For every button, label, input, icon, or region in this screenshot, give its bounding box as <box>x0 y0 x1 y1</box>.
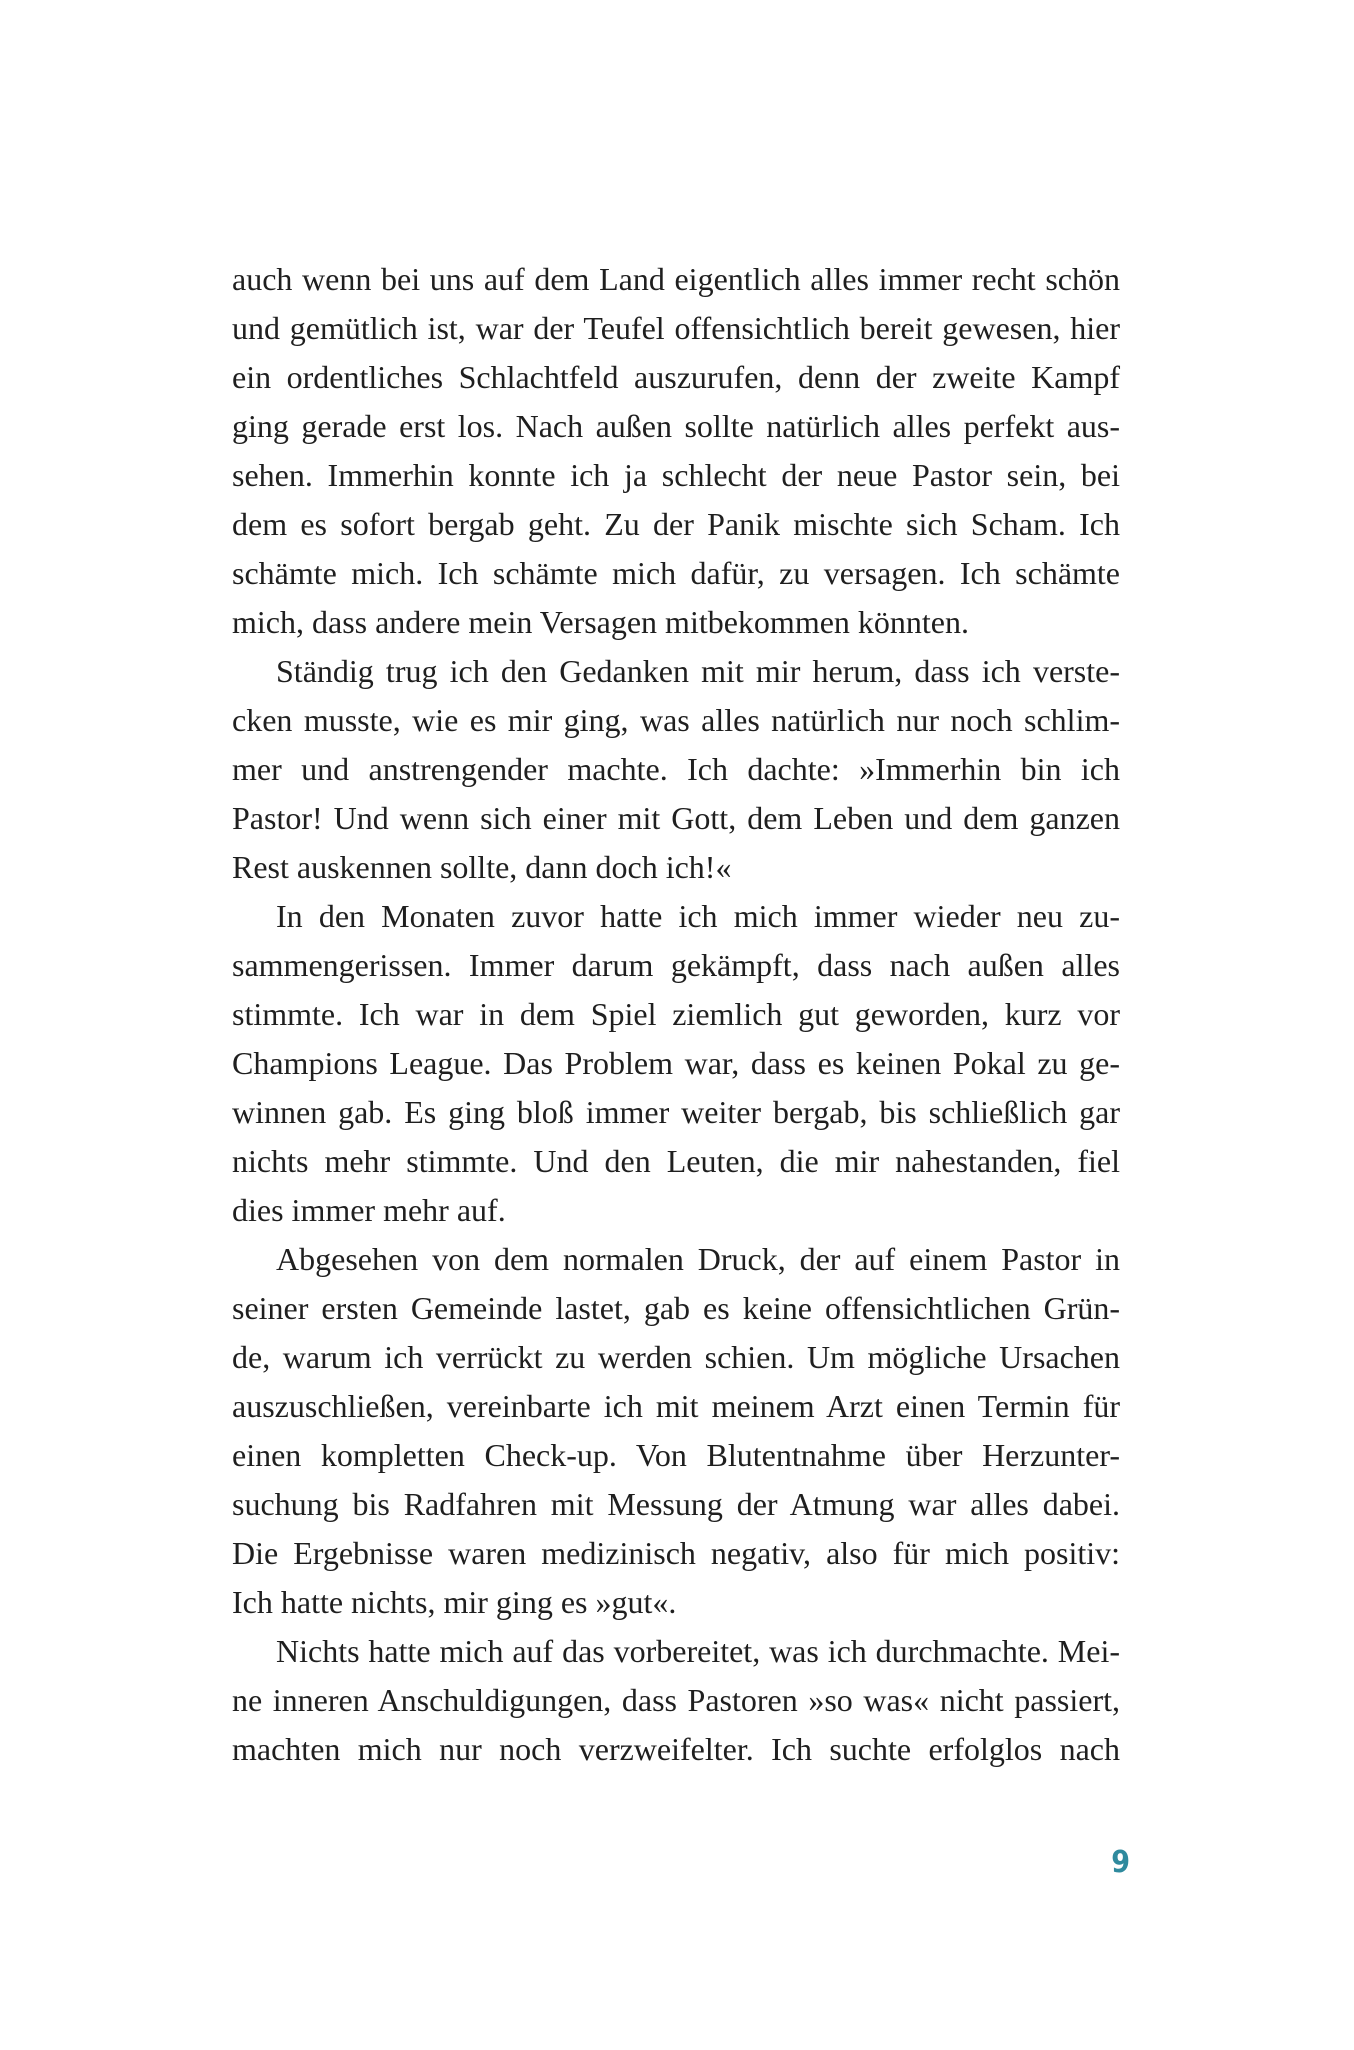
text-line: sehen. Immerhin konnte ich ja schlecht der neue Pastor sein, bei <box>232 457 1120 493</box>
text-line: sammengerissen. Immer darum gekämpft, dass nach außen alles <box>232 947 1120 983</box>
text-line: Champions League. Das Problem war, dass es keinen Pokal zu ge- <box>232 1045 1120 1081</box>
text-line: de, warum ich verrückt zu werden schien. Um mögliche Ursachen <box>232 1339 1120 1375</box>
text-line: In den Monaten zuvor hatte ich mich immer wieder neu zu- <box>276 898 1120 934</box>
text-line: ging gerade erst los. Nach außen sollte natürlich alles perfekt aus- <box>232 408 1120 444</box>
text-line: mich, dass andere mein Versagen mitbekommen könnten. <box>232 604 969 640</box>
text-line: Pastor! Und wenn sich einer mit Gott, dem Leben und dem ganzen <box>232 800 1120 836</box>
text-line: suchung bis Radfahren mit Messung der Atmung war alles dabei. <box>232 1486 1120 1522</box>
text-line: ein ordentliches Schlachtfeld auszurufen, denn der zweite Kampf <box>232 359 1120 395</box>
text-line: schämte mich. Ich schämte mich dafür, zu versagen. Ich schämte <box>232 555 1120 591</box>
text-line: ne inneren Anschuldigungen, dass Pastoren »so was« nicht passiert, <box>232 1682 1120 1718</box>
text-line: auch wenn bei uns auf dem Land eigentlich alles immer recht schön <box>232 261 1120 297</box>
paragraph <box>232 255 1120 647</box>
text-line: und gemütlich ist, war der Teufel offensichtlich bereit gewesen, hier <box>232 310 1120 346</box>
text-line: mer und anstrengender machte. Ich dachte: »Immerhin bin ich <box>232 751 1120 787</box>
text-line: dies immer mehr auf. <box>232 1192 506 1228</box>
text-line: Abgesehen von dem normalen Druck, der auf einem Pastor in <box>276 1241 1120 1277</box>
text-line: Ich hatte nichts, mir ging es »gut«. <box>232 1584 677 1620</box>
page-number: 9 <box>1111 1845 1130 1880</box>
text-line: Die Ergebnisse waren medizinisch negativ, also für mich positiv: <box>232 1535 1120 1571</box>
text-line: auszuschließen, vereinbarte ich mit meinem Arzt einen Termin für <box>232 1388 1120 1424</box>
paragraph <box>232 1235 1120 1627</box>
text-line: stimmte. Ich war in dem Spiel ziemlich gut geworden, kurz vor <box>232 996 1120 1032</box>
text-line: cken musste, wie es mir ging, was alles natürlich nur noch schlim- <box>232 702 1120 738</box>
text-line: Rest auskennen sollte, dann doch ich!« <box>232 849 732 885</box>
paragraph <box>232 647 1120 892</box>
text-line: einen kompletten Check-up. Von Blutentnahme über Herzunter- <box>232 1437 1120 1473</box>
text-line: seiner ersten Gemeinde lastet, gab es keine offensichtlichen Grün- <box>232 1290 1120 1326</box>
paragraph <box>232 1627 1120 1774</box>
text-line: machten mich nur noch verzweifelter. Ich suchte erfolglos nach <box>232 1731 1120 1767</box>
text-line: winnen gab. Es ging bloß immer weiter bergab, bis schließlich gar <box>232 1094 1120 1130</box>
text-line: Ständig trug ich den Gedanken mit mir herum, dass ich verste- <box>276 653 1120 689</box>
text-line: dem es sofort bergab geht. Zu der Panik mischte sich Scham. Ich <box>232 506 1120 542</box>
text-line: nichts mehr stimmte. Und den Leuten, die mir nahestanden, fiel <box>232 1143 1120 1179</box>
text-line: Nichts hatte mich auf das vorbereitet, was ich durchmachte. Mei- <box>276 1633 1120 1669</box>
paragraph <box>232 892 1120 1235</box>
body-text <box>232 255 1120 1774</box>
